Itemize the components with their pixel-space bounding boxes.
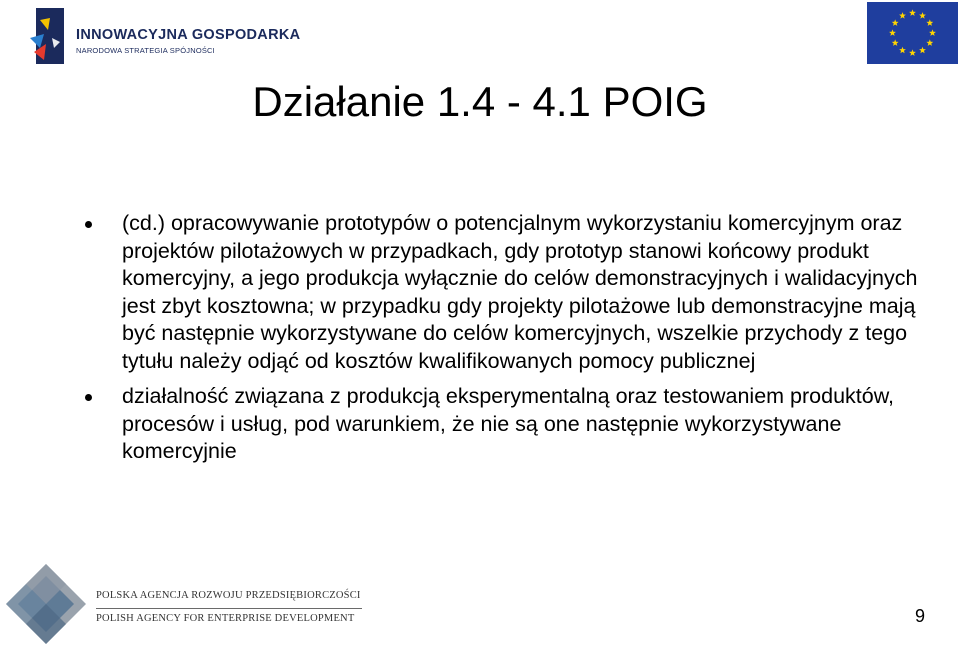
bullet-dot-icon [85, 394, 92, 401]
bullet-item [85, 210, 945, 375]
bullet-dot-icon [85, 221, 92, 228]
bullet-item [85, 383, 945, 466]
ig-logo-title: INNOWACYJNA GOSPODARKA [76, 27, 301, 43]
innowacyjna-gospodarka-logo [30, 6, 300, 66]
eu-flag-icon [867, 2, 958, 64]
bullet-text: działalność związana z produkcją eksperymentalną oraz testowaniem produktów, procesów i usług, pod warunkiem, że nie są one następnie wykorzystywane komercyjnie [122, 384, 895, 463]
slide-title: Działanie 1.4 - 4.1 POIG [252, 78, 708, 125]
parp-name-en: POLISH AGENCY FOR ENTERPRISE DEVELOPMENT [96, 613, 355, 624]
bullet-text: (cd.) opracowywanie prototypów o potencjalnym wykorzystaniu komercyjnym oraz projektów pilotażowych w przypadkach, gdy prototyp stanowi końcowy produkt komercyjny, a jego produkcja wyłącznie do celów demonstracyjnych i walidacyjnych jest zbyt kosztowna; w przypadku gdy projekty pilotażowe lub demonstracyjne mają być następnie wykorzystywane do celów komercyjnych, wszelkie przychody z tego tytułu należy odjąć od kosztów kwalifikowanych pomocy publicznej [122, 211, 918, 373]
bullet-list [85, 210, 945, 474]
page-number: 9 [914, 606, 925, 626]
ig-emblem-icon [30, 8, 66, 64]
ig-logo-subtitle: NARODOWA STRATEGIA SPÓJNOŚCI [76, 46, 215, 55]
parp-logo [0, 560, 380, 650]
parp-divider [96, 608, 362, 609]
parp-diamond-icon [4, 562, 88, 646]
parp-name-pl: POLSKA AGENCJA ROZWOJU PRZEDSIĘBIORCZOŚCI [96, 590, 361, 601]
